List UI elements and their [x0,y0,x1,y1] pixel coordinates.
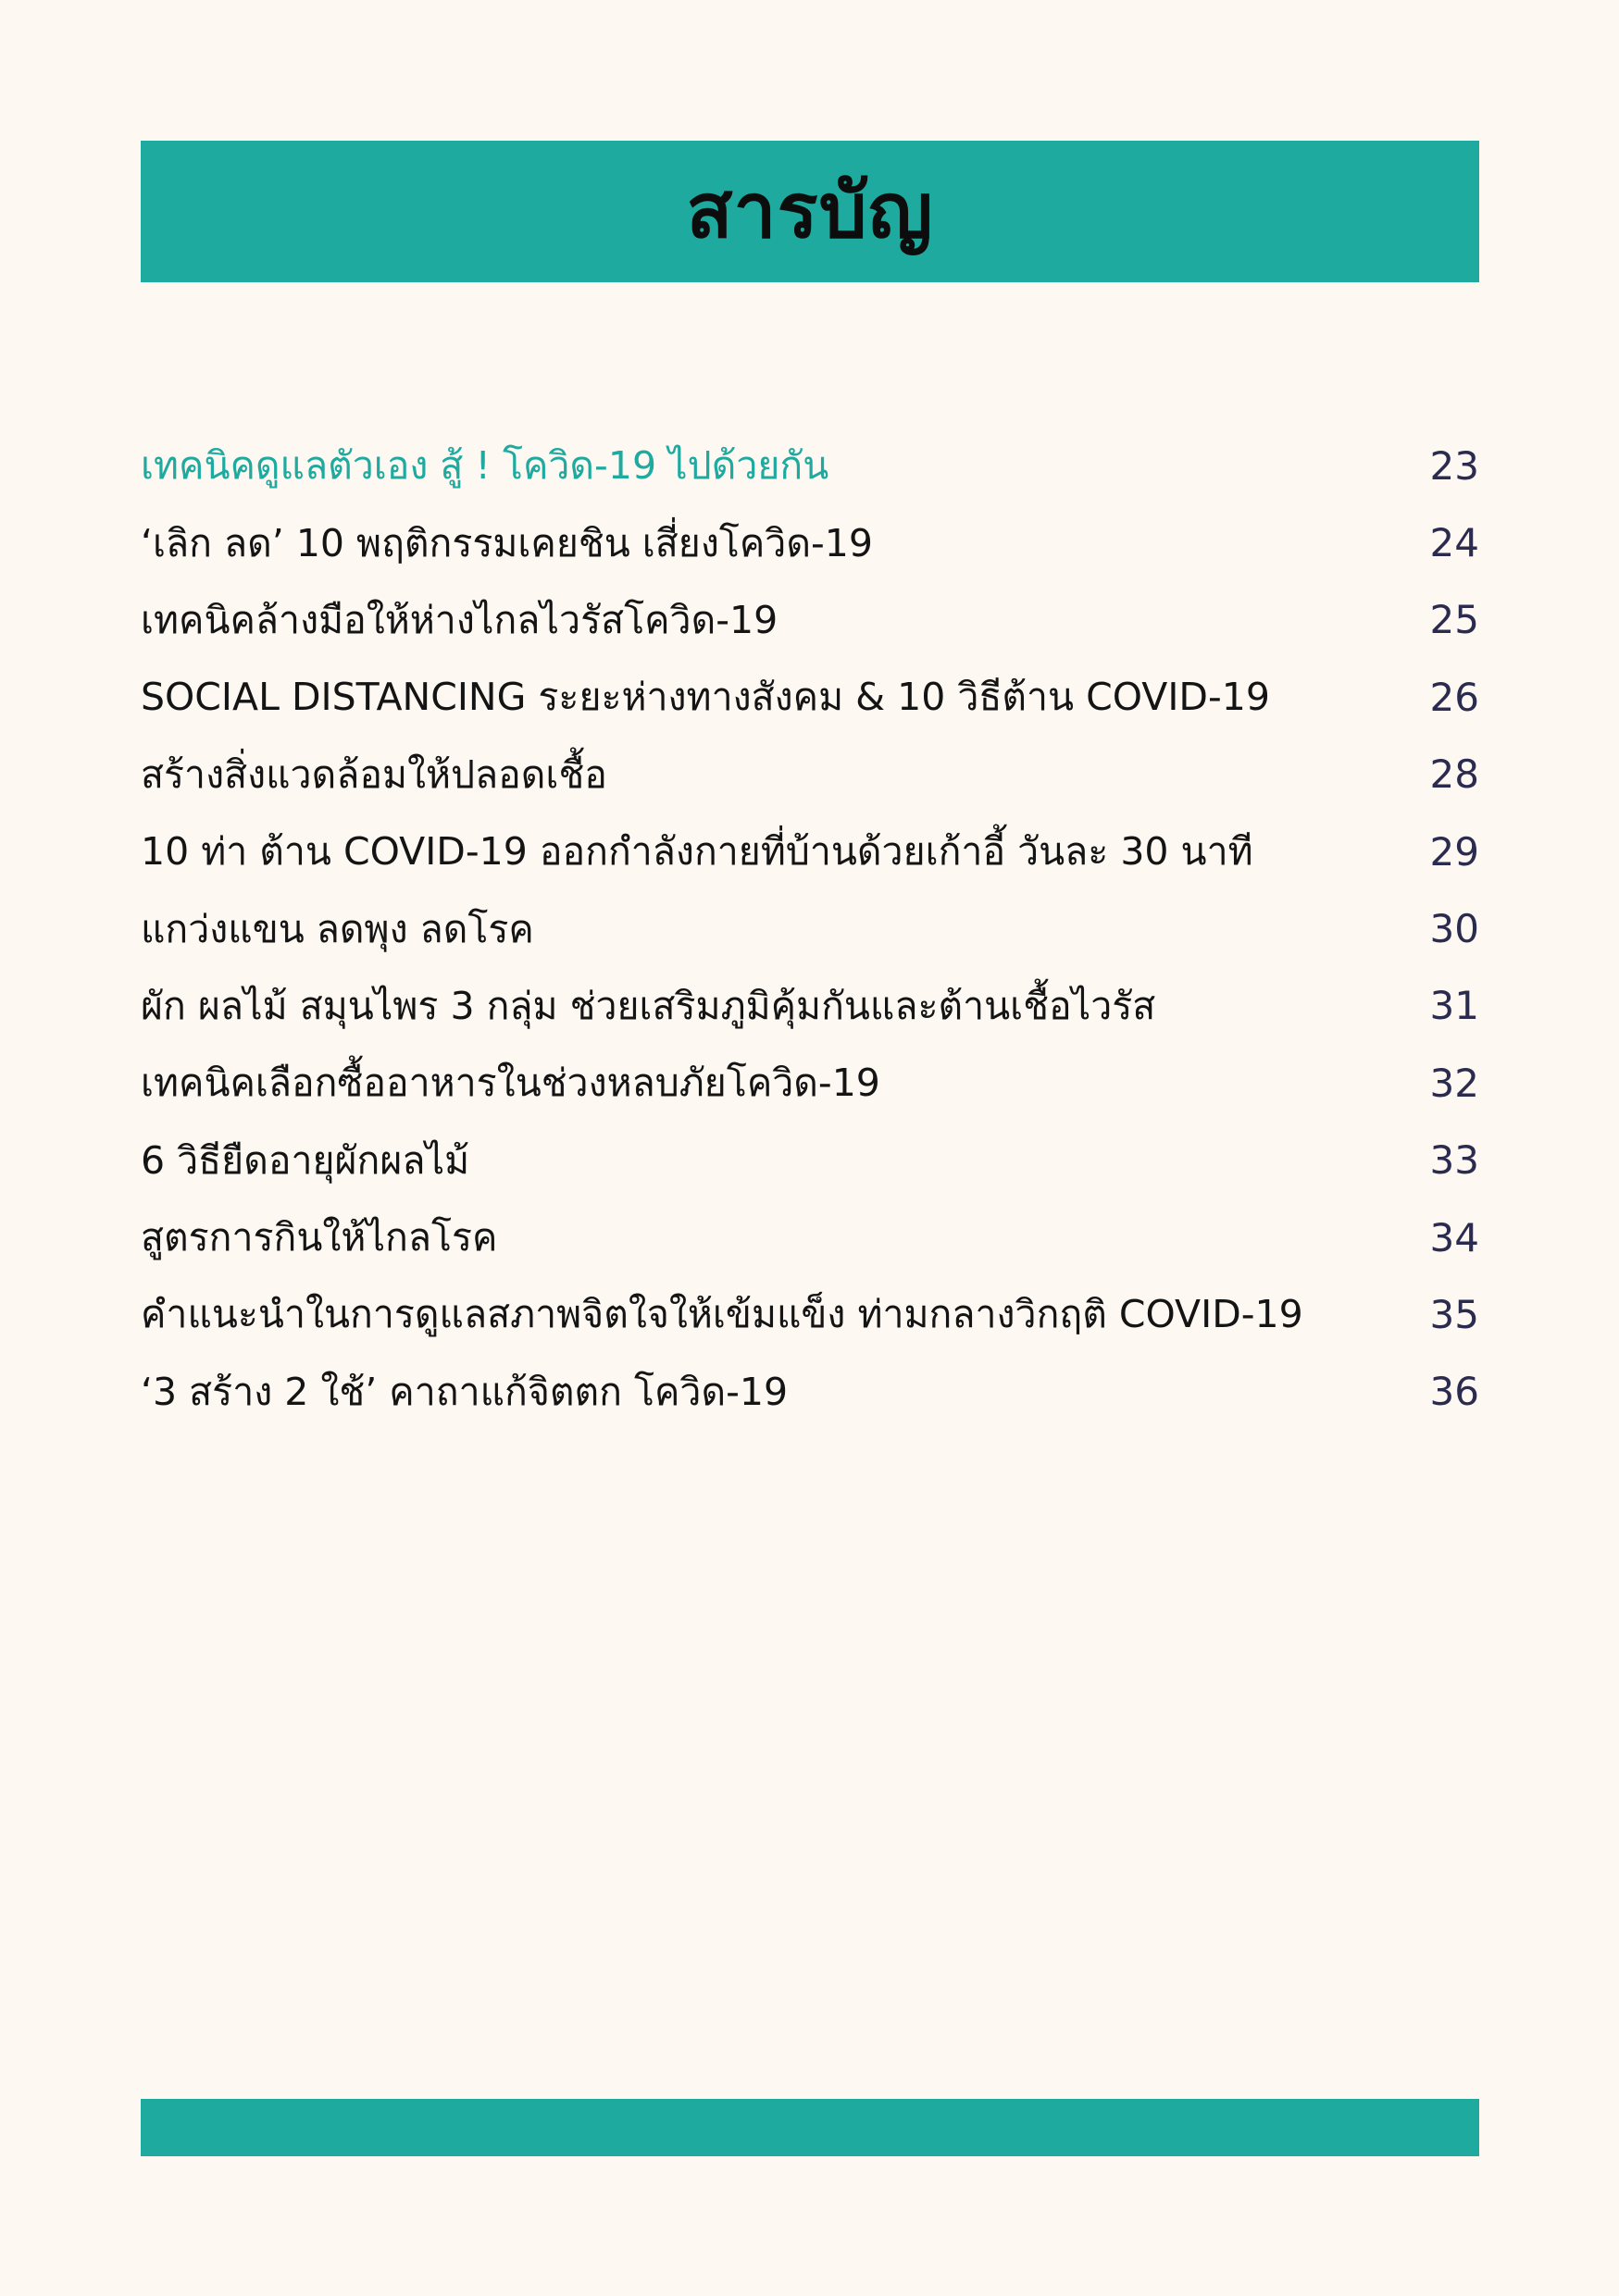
toc-row[interactable] [141,428,1479,504]
toc-entry-title[interactable]: 10 ท่า ต้าน COVID-19 ออกกำลังกายที่บ้านด้วยเก้าอี้ วันละ 30 นาที [141,829,1253,875]
toc-row[interactable] [141,582,1479,659]
toc-row[interactable] [141,813,1479,890]
toc-row[interactable] [141,968,1479,1045]
toc-row[interactable] [141,890,1479,967]
toc-page-number: 33 [1429,1137,1479,1184]
toc-entry-title[interactable]: เทคนิคล้างมือให้ห่างไกลไวรัสโควิด-19 [141,597,778,642]
toc-row[interactable] [141,659,1479,736]
toc-page-number: 26 [1429,674,1479,720]
toc-entry-title[interactable]: ‘3 สร้าง 2 ใช้’ คาถาแก้จิตตก โควิด-19 [141,1369,789,1414]
toc-page-number: 32 [1429,1060,1479,1106]
toc-page-number: 24 [1429,520,1479,566]
toc-row[interactable] [141,1276,1479,1353]
toc-page-number: 28 [1429,751,1479,798]
toc-page-number: 25 [1429,597,1479,643]
toc-row[interactable] [141,737,1479,813]
toc-entry-title[interactable]: ‘เลิก ลด’ 10 พฤติกรรมเคยชิน เสี่ยงโควิด-19 [141,520,873,565]
toc-page-number: 35 [1429,1291,1479,1337]
toc-page-number: 31 [1429,983,1479,1029]
toc-row[interactable] [141,1045,1479,1122]
table-of-contents [141,428,1479,1431]
toc-entry-title[interactable]: เทคนิคเลือกซื้ออาหารในช่วงหลบภัยโควิด-19 [141,1061,880,1106]
toc-entry-title[interactable]: ผัก ผลไม้ สมุนไพร 3 กลุ่ม ช่วยเสริมภูมิคุ้มกันและต้านเชื้อไวรัส [141,983,1156,1028]
toc-page-number: 36 [1429,1369,1479,1415]
toc-entry-title[interactable]: แกว่งแขน ลดพุง ลดโรค [141,906,534,951]
toc-row[interactable] [141,1199,1479,1276]
toc-entry-title[interactable]: SOCIAL DISTANCING ระยะห่างทางสังคม & 10 วิธีต้าน COVID-19 [141,675,1270,720]
footer-bar [141,2099,1479,2156]
toc-page-number: 23 [1429,442,1479,489]
toc-entry-title[interactable]: คำแนะนำในการดูแลสภาพจิตใจให้เข้มแข็ง ท่ามกลางวิกฤติ COVID-19 [141,1292,1303,1337]
title-banner [141,141,1479,282]
toc-page-number: 29 [1429,828,1479,875]
toc-entry-title[interactable]: เทคนิคดูแลตัวเอง สู้ ! โควิด-19 ไปด้วยกัน [141,443,829,489]
toc-entry-title[interactable]: สูตรการกินให้ไกลโรค [141,1215,498,1260]
page-title: สารบัญ [686,167,934,255]
toc-row[interactable] [141,504,1479,581]
toc-row[interactable] [141,1354,1479,1431]
toc-entry-title[interactable]: สร้างสิ่งแวดล้อมให้ปลอดเชื้อ [141,751,607,797]
toc-page-number: 30 [1429,906,1479,952]
toc-entry-title[interactable]: 6 วิธียืดอายุผักผลไม้ [141,1137,470,1183]
toc-page-number: 34 [1429,1214,1479,1260]
toc-row[interactable] [141,1123,1479,1199]
